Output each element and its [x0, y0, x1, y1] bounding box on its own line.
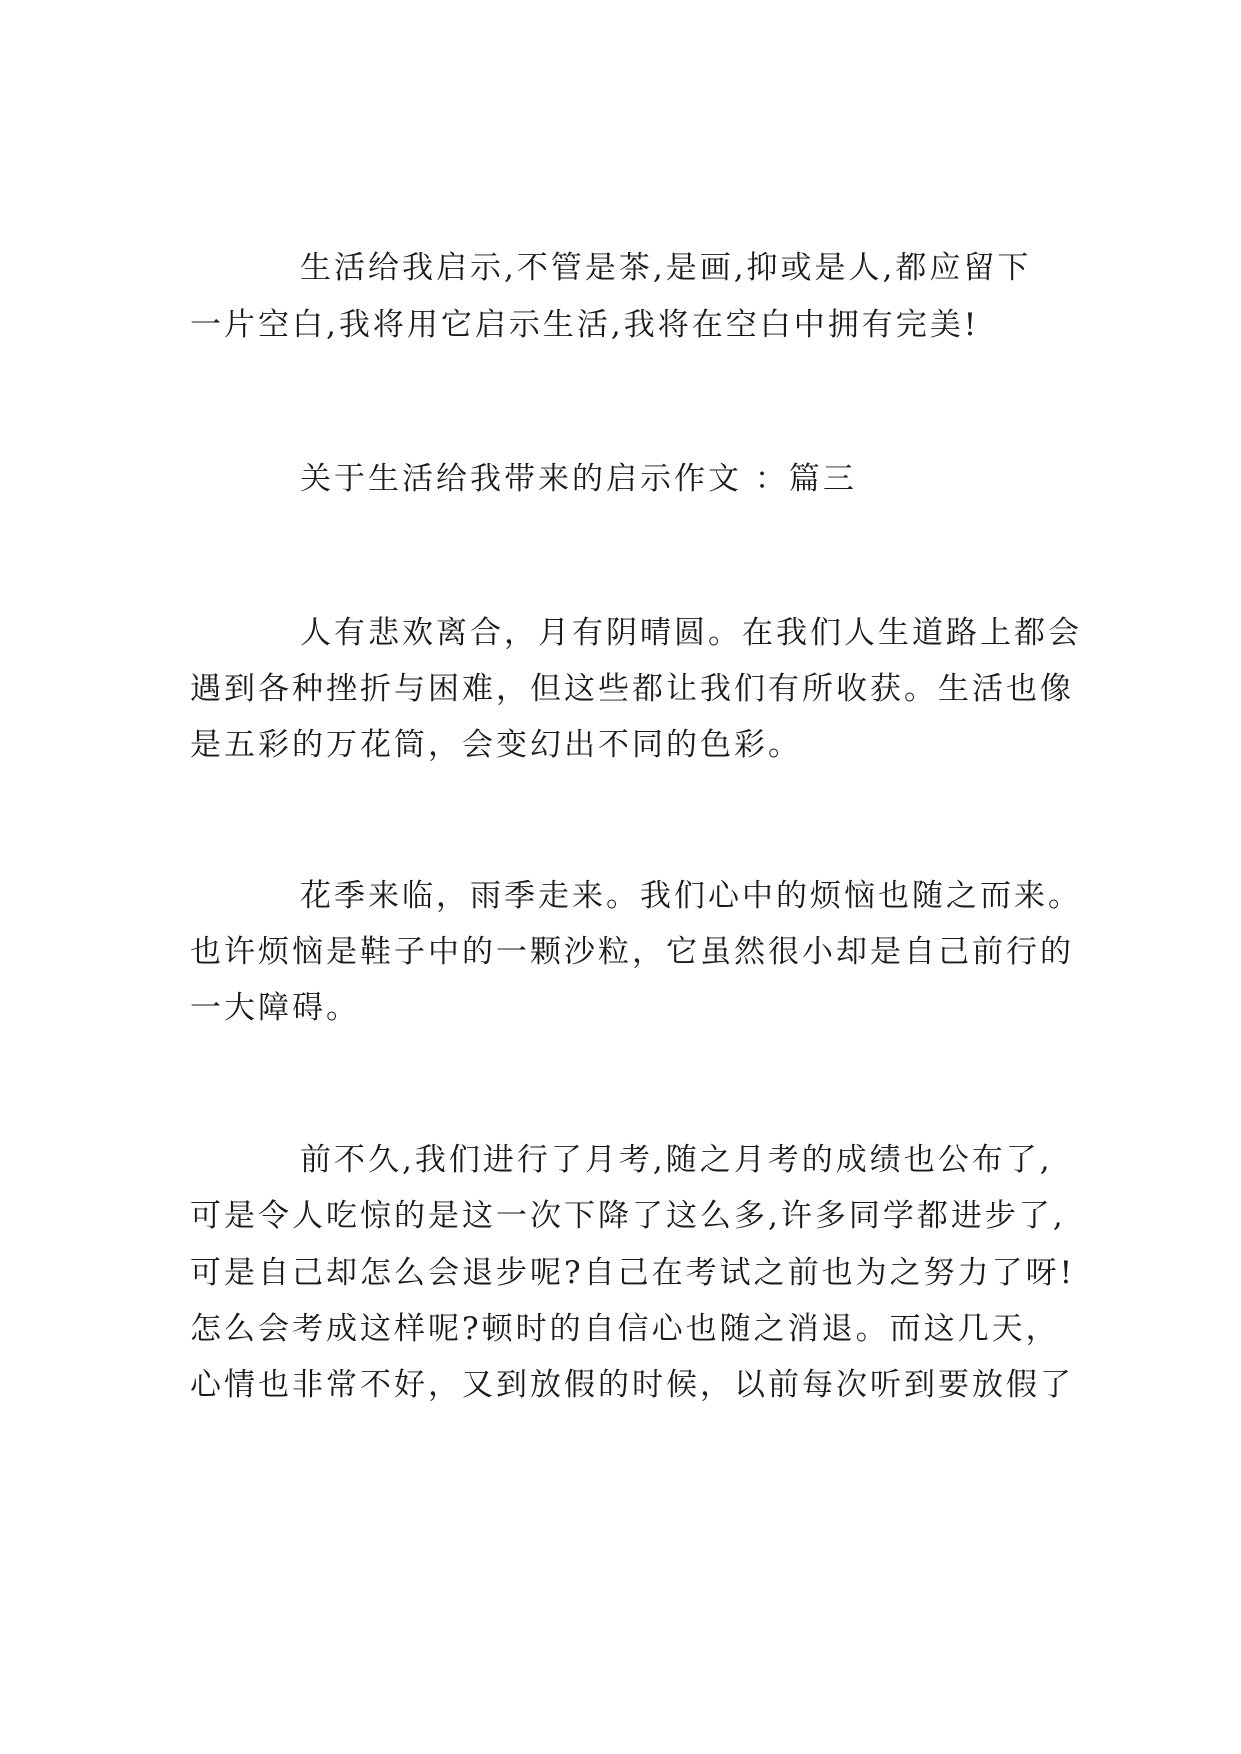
- paragraph-3-line-2: 也许烦恼是鞋子中的一颗沙粒，它虽然很小却是自己前行的: [190, 934, 1074, 970]
- section-heading: 关于生活给我带来的启示作文 ：篇三: [300, 461, 857, 497]
- paragraph-1-line-1: 生活给我启示,不管是茶,是画,抑或是人,都应留下: [300, 250, 1032, 286]
- paragraph-4-line-1: 前不久,我们进行了月考,随之月考的成绩也公布了,: [300, 1142, 1053, 1178]
- paragraph-1-line-2: 一片空白,我将用它启示生活,我将在空白中拥有完美!: [190, 307, 980, 343]
- paragraph-2-line-2: 遇到各种挫折与困难，但这些都让我们有所收获。生活也像: [190, 671, 1074, 707]
- paragraph-4-line-2: 可是令人吃惊的是这一次下降了这么多,许多同学都进步了,: [190, 1198, 1066, 1234]
- paragraph-2-line-1: 人有悲欢离合，月有阴晴圆。在我们人生道路上都会: [300, 615, 1082, 651]
- paragraph-3-line-1: 花季来临，雨季走来。我们心中的烦恼也随之而来。: [300, 878, 1082, 914]
- paragraph-4-line-3: 可是自己却怎么会退步呢?自己在考试之前也为之努力了呀!: [190, 1255, 1076, 1291]
- paragraph-2-line-3: 是五彩的万花筒，会变幻出不同的色彩。: [190, 727, 802, 763]
- paragraph-4-line-4: 怎么会考成这样呢?顿时的自信心也随之消退。而这几天，: [190, 1311, 1060, 1347]
- paragraph-3-line-3: 一大障碍。: [190, 990, 360, 1026]
- paragraph-4-line-5: 心情也非常不好，又到放假的时候，以前每次听到要放假了: [190, 1367, 1074, 1403]
